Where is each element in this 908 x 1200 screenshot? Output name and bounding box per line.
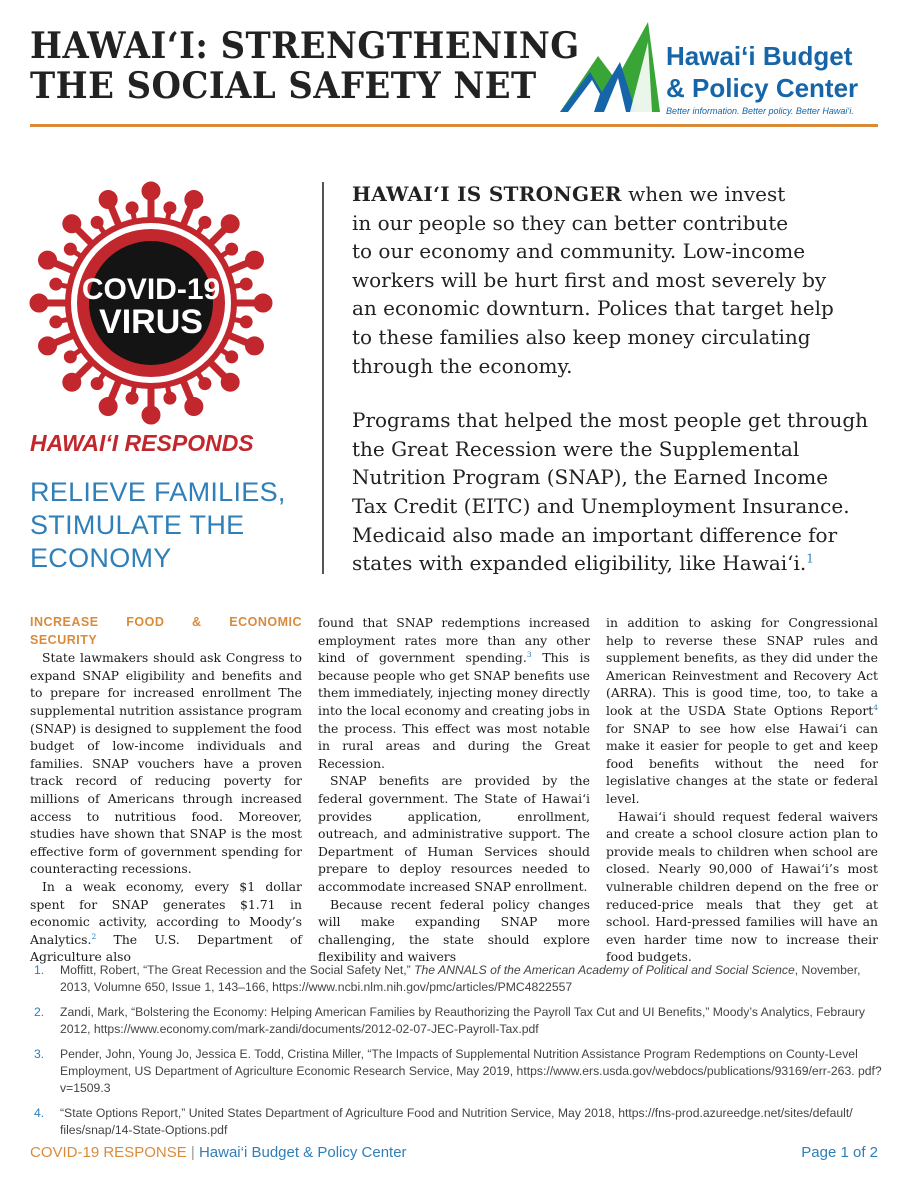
virus-spike-tip (50, 278, 62, 290)
virus-spike-tip (63, 373, 81, 391)
virus-label-line-1: COVID-19 (81, 273, 221, 306)
mountain-logo-icon (560, 22, 660, 114)
virus-spike-tip (126, 392, 138, 404)
footnote-item: 3. Pender, John, Young Jo, Jessica E. Todd, Cristina Miller, “The Impacts of Supplemental Nutrition Assistance Program Redemptions on County-Level Employment, US Department of Agriculture Economic Research Service, May 2019, https://www.ers.usda.gov/webdocs/publications/93169/err-263. pdf?v=1509.3 (34, 1047, 882, 1095)
virus-spike-tip (39, 251, 57, 269)
footnotes (30, 962, 882, 1147)
virus-spike-tip (64, 243, 76, 255)
intro-line: states with expanded eligibility, like Hawai‘i.$^1$ (352, 551, 814, 576)
virus-spike-tip (199, 216, 211, 228)
intro-lead: HAWAI‘I IS STRONGER (352, 182, 622, 206)
footnote-ref-3[interactable]: 3 (526, 650, 532, 660)
page-footer (30, 1144, 878, 1161)
covid-virus-icon (26, 178, 276, 428)
intro-line: Tax Credit (EITC) and Unemployment Insurance. (352, 493, 850, 518)
intro-text (352, 180, 882, 578)
headline-line-1: RELIEVE FAMILIES, (30, 477, 286, 507)
headline-line-2: STIMULATE THE (30, 510, 245, 540)
virus-spike-tip (126, 202, 138, 214)
virus-spike-tip (91, 378, 103, 390)
body-paragraph: In a weak economy, every $1 dollar spent for SNAP generates $1.71 in economic activity, according to Moody’s Analytics.$^2$ The U.S. Department of Agriculture also (30, 878, 302, 965)
intro-line: to these families also keep money circulating (352, 324, 811, 349)
virus-spike-tip (245, 337, 263, 355)
footnote-ref-1[interactable]: 1 (806, 551, 814, 566)
body-column-2 (318, 614, 590, 966)
virus-spike-tip (221, 373, 239, 391)
headline-line-3: ECONOMY (30, 543, 172, 573)
virus-spike-tip (50, 316, 62, 328)
virus-spike-tip (240, 316, 252, 328)
virus-spike-tip (199, 378, 211, 390)
virus-label-line-2: VIRUS (99, 303, 203, 341)
body-paragraph: in addition to asking for Congressional help to reverse these SNAP rules and supplement benefits, as they did under the American Reinvestment and Recovery Act (ARRA). This is good time, too, to take a look at the USDA State Options Report$^4$ for SNAP to see how else Hawai‘i can make it easier for people to get and keep food benefits without the need for legislative changes at the state or federal level. (606, 615, 878, 806)
intro-line: Nutrition Program (SNAP), the Earned Income (352, 465, 829, 490)
virus-spike-tip (63, 215, 81, 233)
title-line-2: THE SOCIAL SAFETY NET (30, 65, 537, 107)
header-divider (30, 124, 878, 127)
logo-tagline: Better information. Better policy. Better Hawai‘i. (666, 106, 854, 116)
footnote-item: 1. Moffitt, Robert, “The Great Recession and the Social Safety Net,” The ANNALS of the American Academy of Political and Social Science, November, 2013, Volumne 650, Issue 1, 143–166, https://www.ncbi.nlm.nih.gov/pmc/articles/PMC4822557 (34, 963, 861, 994)
virus-spike-tip (164, 202, 176, 214)
intro-line: Programs that helped the most people get through (352, 408, 869, 433)
logo-wordmark (666, 40, 896, 116)
virus-spike-tip (91, 216, 103, 228)
intro-line: workers will be hurt first and most severely by (352, 267, 827, 292)
intro-divider (322, 182, 324, 574)
virus-spike-tip (39, 337, 57, 355)
page-number: Page 1 of 2 (801, 1144, 878, 1161)
section-heading: INCREASE FOOD & ECONOMIC SECURITY (30, 615, 302, 647)
intro-line: through the economy. (352, 353, 573, 378)
body-paragraph: Because recent federal policy changes will make expanding SNAP more challenging, the state should explore flexibility and waivers (318, 896, 590, 965)
virus-spike-tip (226, 243, 238, 255)
footnote-item: 2. Zandi, Mark, “Bolstering the Economy: Helping American Families by Reauthorizing the Payroll Tax Cut and UI Benefits,” Moody’s Analytics, Febraury 2012, https://www.economy.com/mark-zandi/documents/2012-02-07-JEC-Payroll-Tax.pdf (34, 1005, 865, 1036)
body-paragraph: found that SNAP redemptions increased employment rates more than any other kind of government spending.$^3$ This is because people who get SNAP benefits use them immediately, injecting money directly into the local economy and creating jobs in the process. This effect was most notable in rural areas and during the Great Recession. (318, 615, 591, 771)
logo-line-1: Hawai‘i Budget (666, 41, 853, 71)
responds-label: HAWAI‘I RESPONDS (30, 430, 254, 456)
intro-line: an economic downturn. Polices that target help (352, 296, 834, 321)
virus-spike-tip (185, 397, 203, 415)
intro-paragraph-1 (352, 180, 882, 380)
intro-line: the Great Recession were the Supplemental (352, 436, 800, 461)
body-paragraph: Hawai‘i should request federal waivers and create a school closure action plan to provide meals to children when school are closed. Nearly 90,000 of Hawai‘i’s most vulnerable children depend on the free or reduced-price meals that they get at school. Hard-pressed families will have an even harder time now to increase their food budgets. (606, 808, 878, 965)
virus-spike-tip (64, 351, 76, 363)
footer-label: COVID-19 RESPONSE | Hawai‘i Budget & Policy Center (30, 1144, 407, 1161)
intro-paragraph-2 (352, 406, 882, 578)
body-paragraph: SNAP benefits are provided by the federal government. The State of Hawai‘i provides application, enrollment, outreach, and administrative support. The Department of Human Services should prepare to deploy resources needed to accommodate increased SNAP enrollment. (318, 773, 590, 894)
footnote-ref-2[interactable]: 2 (91, 931, 97, 941)
page-title (30, 25, 580, 107)
body-column-3 (606, 614, 878, 966)
virus-spike-tip (221, 215, 239, 233)
virus-spike-tip (226, 351, 238, 363)
title-line-1: HAWAI‘I: STRENGTHENING (30, 25, 580, 67)
virus-spike-tip (99, 191, 117, 209)
virus-spike-tip (254, 294, 272, 312)
virus-spike-tip (245, 251, 263, 269)
virus-spike-tip (142, 406, 160, 424)
intro-line: in our people so they can better contribute (352, 210, 789, 235)
virus-spike-tip (99, 397, 117, 415)
section-headline (30, 476, 310, 575)
footnote-item: 4. “State Options Report,” United States Department of Agriculture Food and Nutrition Service, May 2018, https://fns-prod.azureedge.net/sites/default/ files/snap/14-State-Options.pdf (34, 1106, 853, 1137)
intro-line: Medicaid also made an important difference for (352, 522, 838, 547)
intro-line: HAWAI‘I IS STRONGER when we invest (352, 182, 786, 206)
virus-spike-tip (142, 182, 160, 200)
virus-spike-tip (185, 191, 203, 209)
virus-spike-tip (30, 294, 48, 312)
virus-spike-tip (164, 392, 176, 404)
body-paragraph: State lawmakers should ask Congress to expand SNAP eligibility and benefits and to prepare for increased enrollment The supplemental nutrition assistance program (SNAP) is designed to supplement the food budget of low-income individuals and families. SNAP vouchers have a proven track record of reducing poverty for millions of Americans through increased access to nutritious food. Moreover, studies have shown that SNAP is the most effective form of government spending for counteracting recessions. (30, 650, 302, 877)
virus-spike-tip (240, 278, 252, 290)
body-column-1 (30, 614, 302, 966)
intro-line: to our economy and community. Low-income (352, 239, 806, 264)
logo-line-2: & Policy Center (666, 73, 859, 103)
footnote-ref-4[interactable]: 4 (873, 702, 878, 712)
